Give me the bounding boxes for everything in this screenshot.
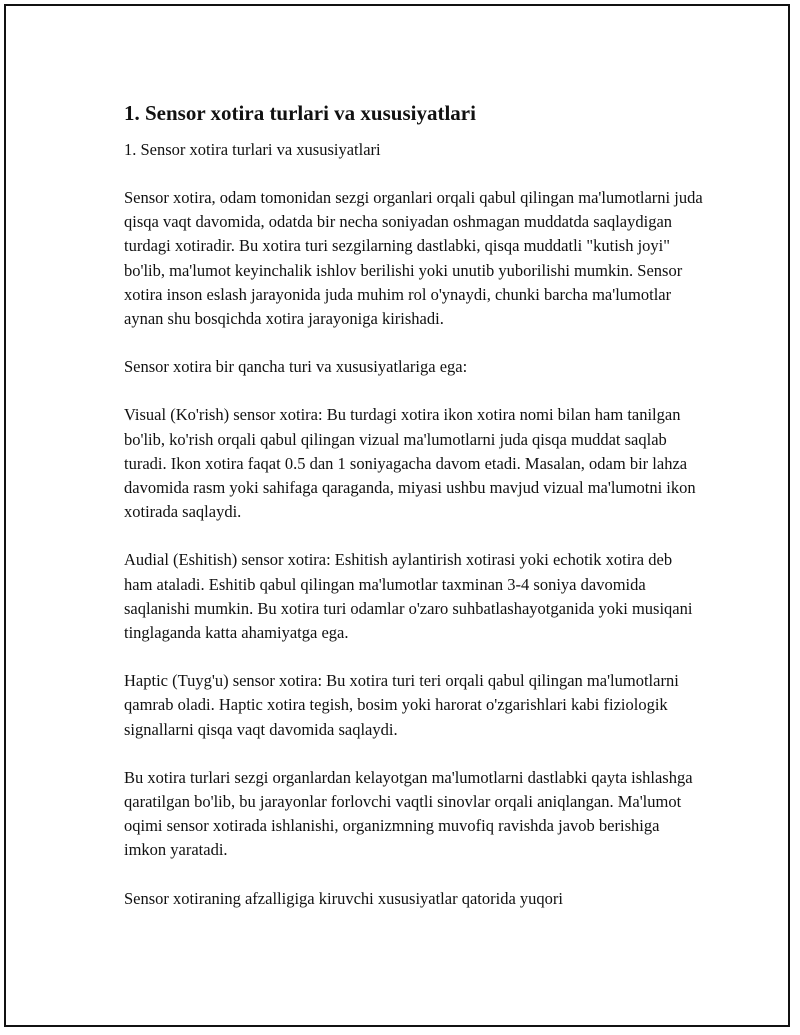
paragraph-summary: Bu xotira turlari sezgi organlardan kelayotgan ma'lumotlarni dastlabki qayta ishlashga qaratilgan bo'lib, bu jarayonlar forlovchi vaqtli sinovlar orqali aniqlangan. Ma'lumot oqimi sensor xotirada ishlanishi, organizmning muvofiq ravishda javob berishiga imkon yaratadi. — [124, 767, 693, 860]
paragraph-audial: Audial (Eshitish) sensor xotira: Eshitish aylantirish xotirasi yoki echotik xotira deb ham ataladi. Eshitib qabul qilingan ma'lumotlar taxminan 3-4 soniya davomida saqlanishi mumkin. Bu xotira turi odamlar o'zaro suhbatlashayotganida yoki musiqani tinglaganda katta ahamiyatga ega. — [124, 550, 693, 643]
paragraph-visual: Visual (Ko'rish) sensor xotira: Bu turdagi xotira ikon xotira nomi bilan ham tanilgan bo'lib, ko'rish orqali qabul qilingan vizual ma'lumotlarni juda qisqa muddat saqlab turadi. Ikon xotira faqat 0.5 dan 1 soniyagacha davom etadi. Masalan, odam bir lahza davomida rasm yoki sahifaga qaraganda, miyasi ushbu mavjud vizual ma'lumotni ikon xotirada saqlaydi. — [124, 405, 696, 522]
paragraph-types-lead: Sensor xotira bir qancha turi va xususiyatlariga ega: — [124, 357, 468, 377]
document-subheading: 1. Sensor xotira turlari va xususiyatlari — [124, 140, 381, 159]
paragraph-intro: Sensor xotira, odam tomonidan sezgi organlari orqali qabul qilingan ma'lumotlarni juda qisqa vaqt davomida, odatda bir necha soniyadan oshmagan muddatda saqlaydigan turdagi xotiradir. Bu xotira turi sezgilarning dastlabki, qisqa muddatli "kutish joyi" bo'lib, ma'lumot keyinchalik ishlov berilishi yoki unutib yuborilishi mumkin. Sensor xotira inson eslash jarayonida juda muhim rol o'ynaydi, chunki barcha ma'lumotlar aynan shu bosqichda xotira jarayoniga kirishadi. — [124, 188, 703, 329]
paragraph-advantages: Sensor xotiraning afzalligiga kiruvchi xususiyatlar qatorida yuqori — [124, 888, 563, 908]
document-heading: 1. Sensor xotira turlari va xususiyatlari — [124, 101, 476, 125]
document-body — [124, 100, 704, 935]
document-page — [4, 4, 790, 1027]
paragraph-haptic: Haptic (Tuyg'u) sensor xotira: Bu xotira turi teri orqali qabul qilingan ma'lumotlarni qamrab oladi. Haptic xotira tegish, bosim yoki harorat o'zgarishlari kabi fiziologik signallarni qisqa vaqt davomida saqlaydi. — [124, 671, 679, 739]
